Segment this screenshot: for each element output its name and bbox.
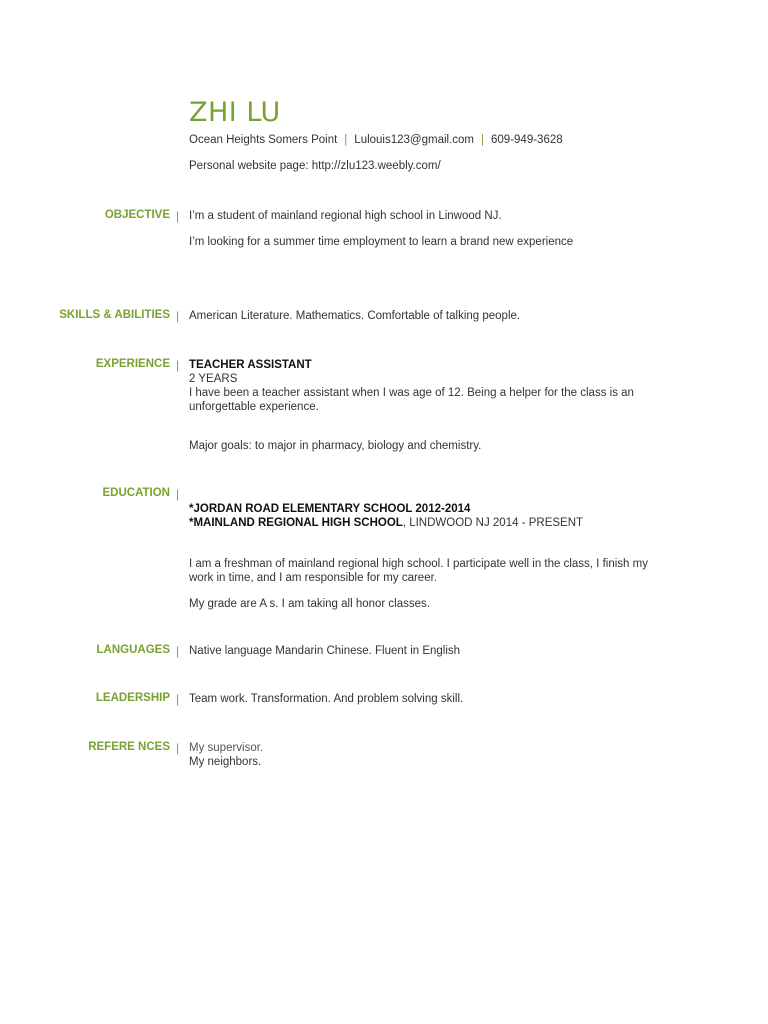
career-goals: Major goals: to major in pharmacy, biology and chemistry. [189,440,482,452]
education-label: EDUCATION [102,487,170,499]
section-divider: | [176,309,180,323]
experience-label: EXPERIENCE [95,358,170,370]
candidate-name: ZHI LU [189,97,281,128]
job-title: TEACHER ASSISTANT [189,359,312,371]
section-divider: | [176,487,180,501]
reference-1: My supervisor. [189,742,264,754]
objective-line-2: I’m looking for a summer time employment to learn a brand new experience [189,236,574,248]
objective-label: OBJECTIVE [104,209,170,221]
resume-header [189,96,563,172]
education-content [189,502,649,611]
section-divider: | [176,644,180,658]
section-divider: | [176,692,180,706]
skills-text: American Literature. Mathematics. Comfortable of talking people. [189,310,521,322]
school-2 [189,516,649,530]
website-line: Personal website page: http://zlu123.weebly.com/ [189,160,441,172]
school-2-details: , LINDWOOD NJ 2014 - PRESENT [402,517,584,529]
objective-content [189,209,649,249]
separator: | [344,134,348,146]
email: Lulouis123@gmail.com [354,134,475,146]
references-content [189,741,649,769]
leadership-label: LEADERSHIP [95,692,170,704]
languages-label: LANGUAGES [96,644,170,656]
phone: 609-949-3628 [491,134,563,146]
references-label: REFERE NCES [88,741,170,753]
address: Ocean Heights Somers Point [189,134,338,146]
section-divider: | [176,741,180,755]
languages-content [189,644,649,658]
skills-content [189,309,649,323]
section-divider: | [176,358,180,372]
separator: | [481,134,485,146]
education-description: I am a freshman of mainland regional high school. I participate well in the class, I finish my work in time, and I am responsible for my career. [189,558,648,584]
skills-label: SKILLS & ABILITIES [59,309,170,321]
job-description: I have been a teacher assistant when I was age of 12. Being a helper for the class is an unforgettable experience. [189,387,634,413]
reference-2: My neighbors. [189,756,262,768]
education-grades: My grade are A s. I am taking all honor classes. [189,598,430,610]
school-2-name: *MAINLAND REGIONAL HIGH SCHOOL [189,517,403,529]
languages-text: Native language Mandarin Chinese. Fluent in English [189,645,461,657]
job-duration: 2 YEARS [189,373,238,385]
section-divider: | [176,209,180,223]
leadership-text: Team work. Transformation. And problem solving skill. [189,693,464,705]
objective-line-1: I’m a student of mainland regional high school in Linwood NJ. [189,210,502,222]
experience-content [189,358,649,453]
school-1: *JORDAN ROAD ELEMENTARY SCHOOL 2012-2014 [189,503,471,515]
leadership-content [189,692,649,706]
contact-line [189,134,563,146]
